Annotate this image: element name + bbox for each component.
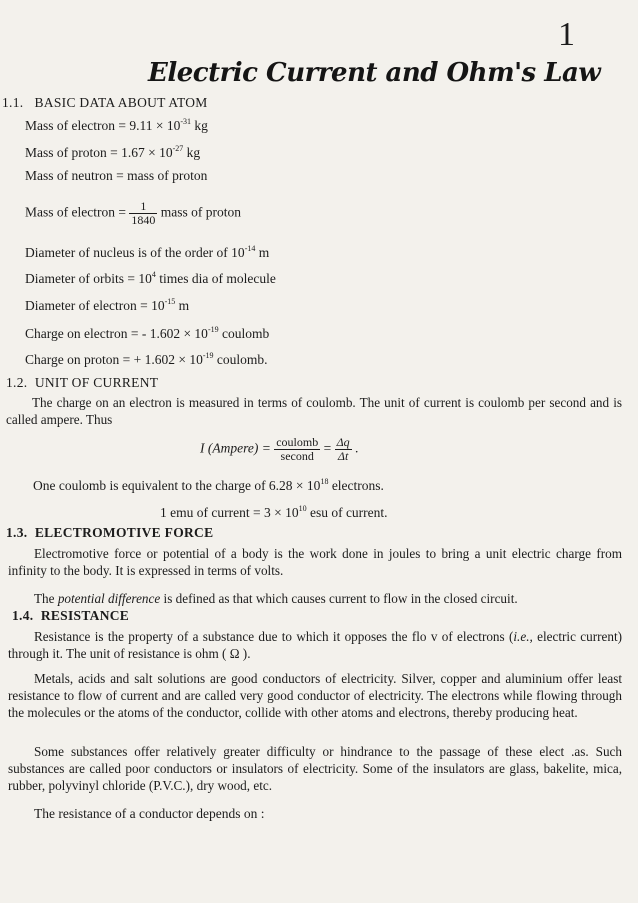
section-1-1-heading <box>2 95 208 111</box>
line-mass-electron: Mass of electron = $9.11 \times 10^{-31}$ kg <box>25 117 208 133</box>
section-number: 1.2. <box>6 375 28 390</box>
line-mass-neutron: Mass of neutron = mass of proton <box>25 168 208 183</box>
section-1-4-heading <box>12 608 129 624</box>
line-mass-electron-ratio: Mass of electron = $\frac{1}{1840}$ mass of proton <box>25 199 241 227</box>
line-emu-current: 1 emu of current = $3 \times 10^{10}$ esu of current. <box>160 504 388 520</box>
section-1-2-heading <box>6 375 158 391</box>
section-number: 1.4. <box>12 608 34 623</box>
line-coulomb-charge: One coulomb is equivalent to the charge of $6.28 \times 10^{18}$ electrons. <box>33 477 384 493</box>
chapter-number: 1 <box>558 16 575 53</box>
line-diameter-nucleus: Diameter of nucleus is of the order of $10^{-14}$ m <box>25 244 270 260</box>
paragraph-insulators: Some substances offer relatively greater difficulty or hindrance to the passage of these elect .as. Such substances are called poor conductors or insulators of electricity. Some of the insulators are glass, bakelite, mica, rubber, polyvinyl chloride (P.V.C.), dry wood, etc. <box>8 744 622 794</box>
chapter-title: Electric Current and Ohm's Law <box>148 58 601 88</box>
line-mass-proton: Mass of proton = $1.67 \times 10^{-27}$ kg <box>25 144 201 160</box>
line-charge-electron: Charge on electron = - $1.602 \times 10^{-19}$ coulomb <box>25 325 270 341</box>
section-title: UNIT OF CURRENT <box>34 375 159 390</box>
line-charge-proton: Charge on proton = + $1.602 \times 10^{-19}$ coulomb. <box>25 351 268 367</box>
paragraph-potential-difference: The potential difference is defined as that which causes current to flow in the closed circuit. <box>34 591 518 606</box>
equation-ampere: I (Ampere) = $\frac{\text{coulomb}}{\text{second}}$ = $\frac{\Delta q}{\Delta t}$ . <box>200 435 359 463</box>
fraction: $\frac{1}{1840}$ <box>131 199 156 227</box>
section-title: ELECTROMOTIVE FORCE <box>34 525 214 540</box>
fraction: $\frac{\text{coulomb}}{\text{second}}$ <box>276 435 319 463</box>
paragraph-conductors: Metals, acids and salt solutions are good conductors of electricity. Silver, copper and aluminium offer least resistance to flow of current and are called very good conductor of electricity. The electrons while flowing through the molecules or the atoms of the conductor, collide with other atoms and electrons, thereby producing heat. <box>8 671 622 721</box>
paragraph-unit-current: The charge on an electron is measured in terms of coulomb. The unit of current is coulomb per second and is called ampere. Thus <box>6 395 622 428</box>
line-diameter-electron: Diameter of electron = $10^{-15}$ m <box>25 297 190 313</box>
fraction: $\frac{\Delta q}{\Delta t}$ <box>336 435 350 463</box>
section-number: 1.3. <box>6 525 28 540</box>
section-1-3-heading <box>6 525 213 541</box>
section-number: 1.1. <box>2 95 24 110</box>
section-title: BASIC DATA ABOUT ATOM <box>34 95 208 110</box>
paragraph-emf: Electromotive force or potential of a body is the work done in joules to bring a unit electric charge from infinity to the body. It is expressed in terms of volts. <box>8 546 622 579</box>
line-diameter-orbits: Diameter of orbits = $10^4$ times dia of molecule <box>25 270 276 286</box>
line-resistance-depends: The resistance of a conductor depends on : <box>34 806 265 821</box>
paragraph-resistance-definition: Resistance is the property of a substance due to which it opposes the flo v of electrons (i.e., electric current) through it. The unit of resistance is ohm ( Ω ). <box>8 629 623 662</box>
section-title: RESISTANCE <box>40 608 130 623</box>
